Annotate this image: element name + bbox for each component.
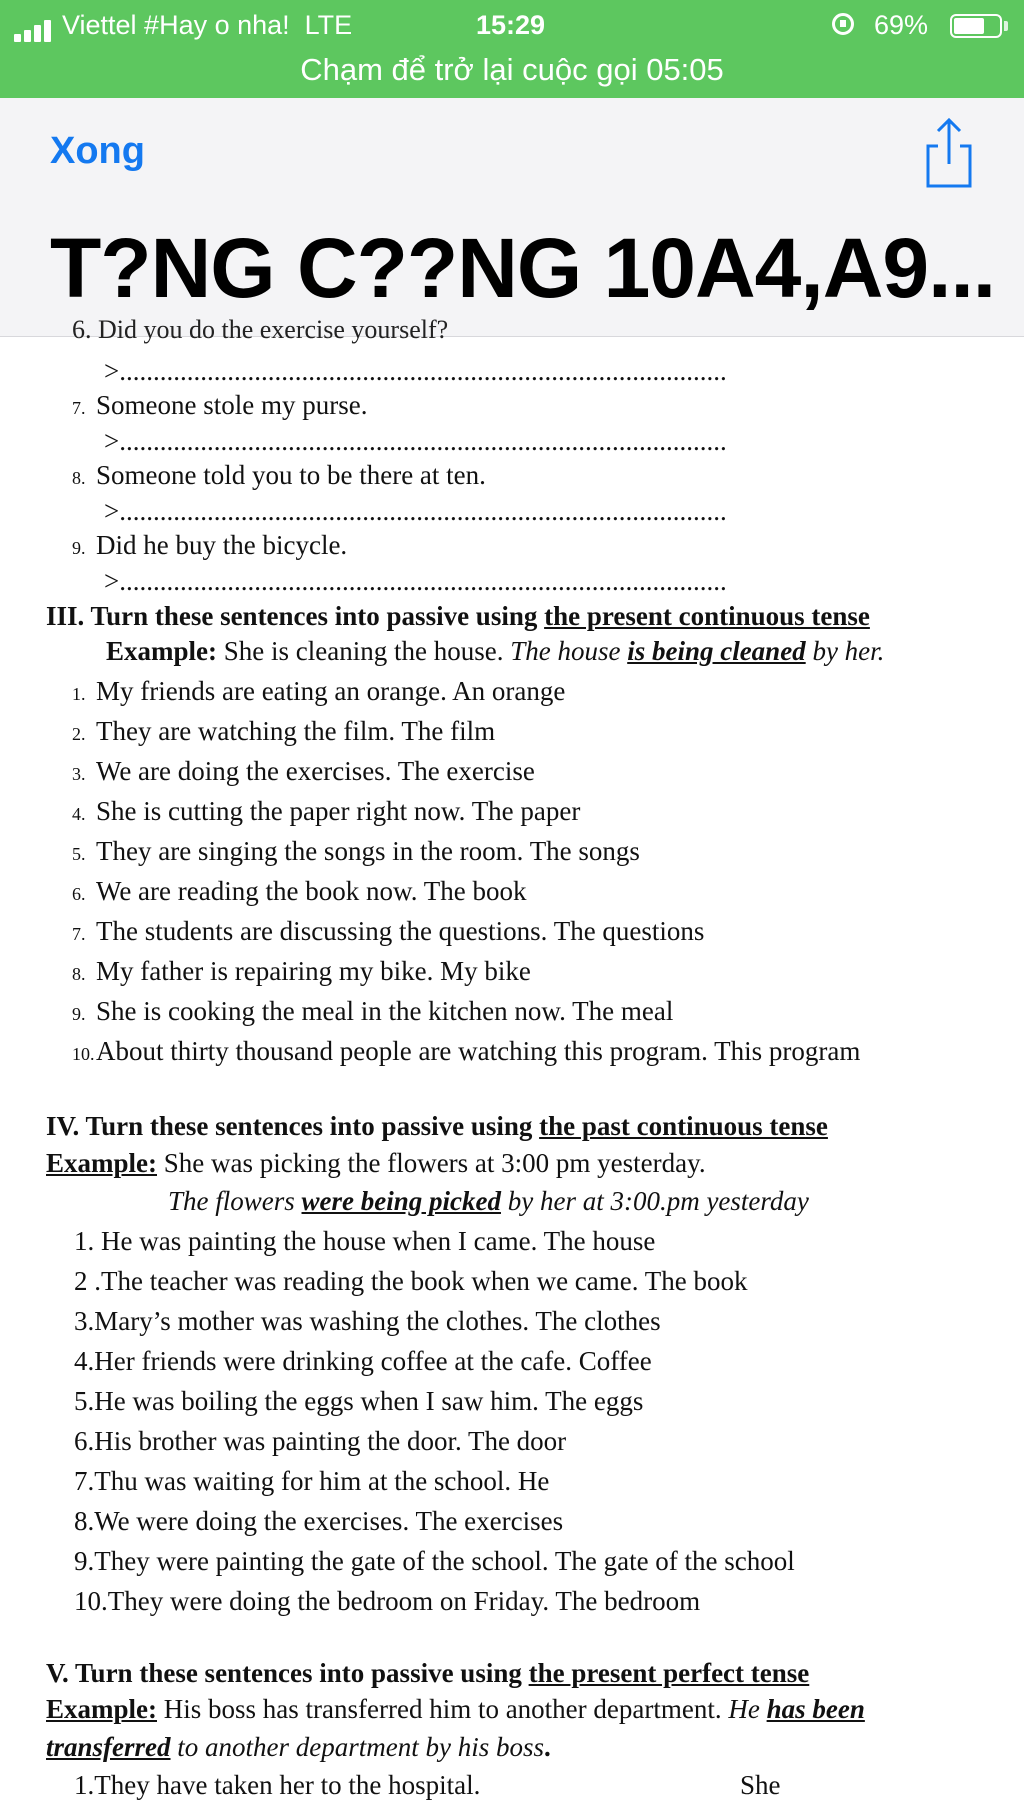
- answer-line: >..........................................................................................: [104, 426, 727, 456]
- list-item: 9. She is cooking the meal in the kitchen now. The meal: [72, 996, 674, 1026]
- list-item: 7. The students are discussing the questions. The questions: [72, 916, 705, 946]
- list-item: 9. Did he buy the bicycle.: [72, 530, 348, 560]
- network-type: LTE: [304, 10, 353, 40]
- section-5-example-cont: transferred to another department by his boss.: [46, 1732, 551, 1762]
- list-item: 2 .The teacher was reading the book when we came. The book: [74, 1266, 748, 1296]
- list-item: 9.They were painting the gate of the school. The gate of the school: [74, 1546, 795, 1576]
- section-3-example: Example: She is cleaning the house. The house is being cleaned by her.: [106, 636, 885, 666]
- document-title: T?NG C??NG 10A4,A9...: [50, 221, 996, 315]
- list-item: 1. My friends are eating an orange. An orange: [72, 676, 566, 706]
- battery-icon: [950, 14, 1002, 38]
- clock: 15:29: [476, 10, 546, 40]
- list-item: 8. Someone told you to be there at ten.: [72, 460, 486, 490]
- list-item: 5. They are singing the songs in the room. The songs: [72, 836, 640, 866]
- answer-line: >..........................................................................................: [104, 496, 727, 526]
- list-item: 6. We are reading the book now. The book: [72, 876, 527, 906]
- section-5-heading: V. Turn these sentences into passive using the present perfect tense: [46, 1658, 810, 1688]
- share-icon: [922, 116, 976, 188]
- section-4-heading: IV. Turn these sentences into passive using the past continuous tense: [46, 1111, 828, 1141]
- list-item: 2. They are watching the film. The film: [72, 716, 496, 746]
- list-item: 3.Mary’s mother was washing the clothes. The clothes: [74, 1306, 661, 1336]
- signal-strength-icon: [14, 20, 56, 42]
- list-item: 7. Someone stole my purse.: [72, 390, 368, 420]
- answer-line: >..........................................................................................: [104, 356, 727, 386]
- list-item: 1. He was painting the house when I came. The house: [74, 1226, 656, 1256]
- list-item: 7.Thu was waiting for him at the school. He: [74, 1466, 550, 1496]
- section-3-heading: III. Turn these sentences into passive using the present continuous tense: [46, 601, 870, 631]
- document-header: [0, 98, 1024, 337]
- battery-percent: 69%: [874, 10, 929, 40]
- list-item: 4. She is cutting the paper right now. The paper: [72, 796, 581, 826]
- cut-off-line: 6. Did you do the exercise yourself?: [72, 315, 449, 344]
- list-item: 6.His brother was painting the door. The door: [74, 1426, 567, 1456]
- section-4-example: Example: She was picking the flowers at 3:00 pm yesterday.: [46, 1148, 706, 1178]
- list-item: 8.We were doing the exercises. The exercises: [74, 1506, 564, 1536]
- list-item: 5.He was boiling the eggs when I saw him. The eggs: [74, 1386, 644, 1416]
- list-item: 8. My father is repairing my bike. My bike: [72, 956, 531, 986]
- list-item: 4.Her friends were drinking coffee at the cafe. Coffee: [74, 1346, 652, 1376]
- orientation-lock-icon: [832, 13, 854, 35]
- status-bar: [0, 0, 1024, 98]
- done-button[interactable]: Xong: [50, 130, 145, 172]
- answer-line: >..........................................................................................: [104, 566, 727, 596]
- share-button[interactable]: [922, 116, 976, 188]
- battery-tip: [1004, 21, 1008, 31]
- list-item: 10.About thirty thousand people are watching this program. This program: [72, 1036, 861, 1066]
- carrier-label: Viettel #Hay o nha! LTE: [62, 10, 353, 40]
- list-item: 3. We are doing the exercises. The exercise: [72, 756, 535, 786]
- section-5-example: Example: His boss has transferred him to another department. He has been: [46, 1694, 865, 1724]
- list-item-answer: She: [740, 1770, 781, 1800]
- document-page[interactable]: [0, 315, 1024, 1820]
- return-to-call-banner[interactable]: Chạm để trở lại cuộc gọi 05:05: [300, 52, 724, 87]
- section-4-example-answer: The flowers were being picked by her at 3:00.pm yesterday: [168, 1186, 809, 1216]
- list-item: 10.They were doing the bedroom on Friday. The bedroom: [74, 1586, 701, 1616]
- list-item: 1.They have taken her to the hospital.: [74, 1770, 481, 1800]
